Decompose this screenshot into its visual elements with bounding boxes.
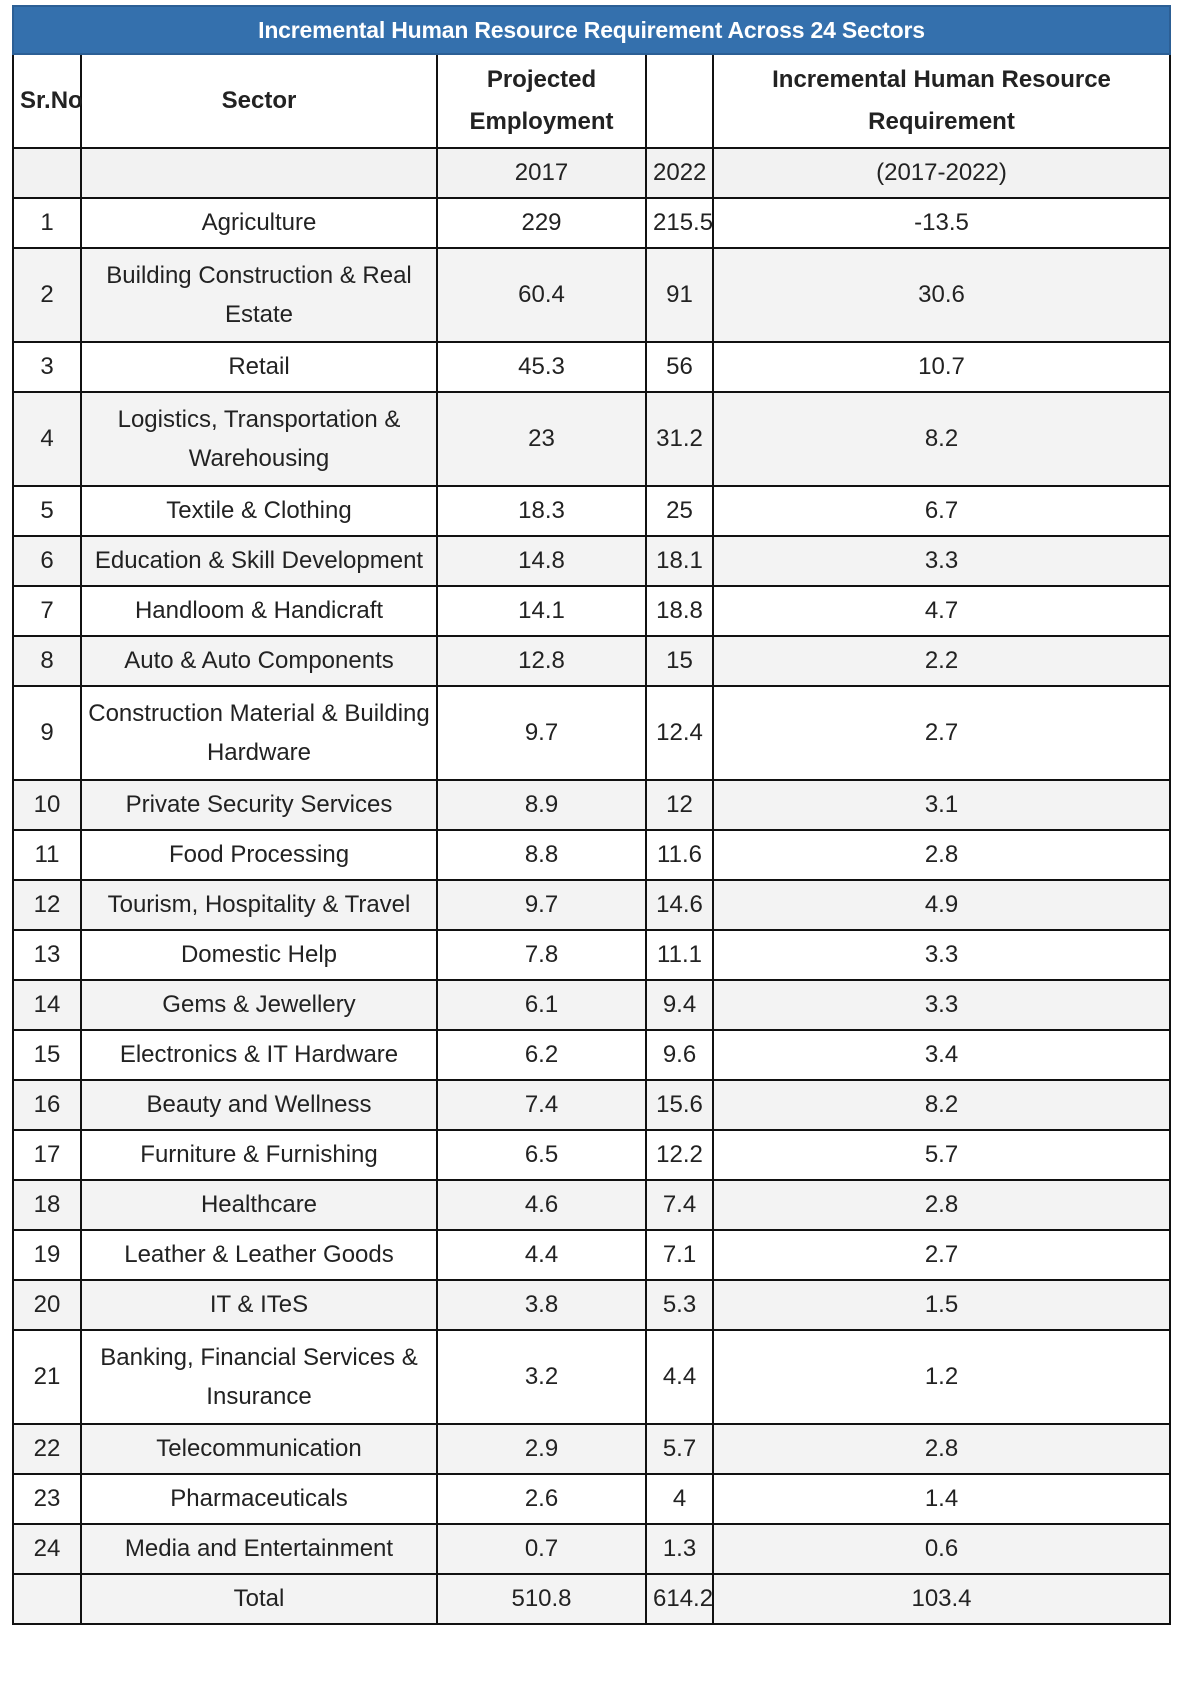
- table-row: [13, 830, 1170, 880]
- cell-sr-no: 23: [13, 1474, 81, 1524]
- cell-sector: Tourism, Hospitality & Travel: [81, 880, 437, 930]
- table-row: [13, 198, 1170, 248]
- cell-sector: Healthcare: [81, 1180, 437, 1230]
- header-incremental-requirement: Incremental Human Resource Requirement: [713, 54, 1170, 148]
- sector-table-container: [12, 5, 1169, 1625]
- table-row: [13, 930, 1170, 980]
- cell-2022: 7.4: [646, 1180, 713, 1230]
- cell-sr-no: 11: [13, 830, 81, 880]
- cell-incremental: 3.4: [713, 1030, 1170, 1080]
- cell-sr-no: 2: [13, 248, 81, 342]
- cell-2022: 11.6: [646, 830, 713, 880]
- cell-sector: Furniture & Furnishing: [81, 1130, 437, 1180]
- cell-incremental: 2.8: [713, 1180, 1170, 1230]
- cell-incremental: 1.5: [713, 1280, 1170, 1330]
- cell-sector: Domestic Help: [81, 930, 437, 980]
- cell-sector: Construction Material & Building Hardware: [81, 686, 437, 780]
- cell-sector: Pharmaceuticals: [81, 1474, 437, 1524]
- cell-2022: 5.3: [646, 1280, 713, 1330]
- cell-2017: 0.7: [437, 1524, 646, 1574]
- cell-2017: 7.8: [437, 930, 646, 980]
- table-row: [13, 636, 1170, 686]
- cell-sector: Private Security Services: [81, 780, 437, 830]
- table-row: [13, 342, 1170, 392]
- cell-sector: Handloom & Handicraft: [81, 586, 437, 636]
- cell-sr-no: 3: [13, 342, 81, 392]
- cell-2022: 9.6: [646, 1030, 713, 1080]
- cell-2017: 8.8: [437, 830, 646, 880]
- table-body: [13, 198, 1170, 1574]
- cell-sr-no: 4: [13, 392, 81, 486]
- header-sr-no: Sr.No: [13, 54, 81, 148]
- table-total-row: [13, 1574, 1170, 1624]
- table-row: [13, 1474, 1170, 1524]
- cell-sr-no: 8: [13, 636, 81, 686]
- cell-2022: 9.4: [646, 980, 713, 1030]
- cell-sector: Building Construction & Real Estate: [81, 248, 437, 342]
- cell-sector: Leather & Leather Goods: [81, 1230, 437, 1280]
- cell-incremental: 1.2: [713, 1330, 1170, 1424]
- table-title: Incremental Human Resource Requirement Across 24 Sectors: [13, 6, 1170, 54]
- total-label: Total: [81, 1574, 437, 1624]
- cell-2022: 4: [646, 1474, 713, 1524]
- total-incremental: 103.4: [713, 1574, 1170, 1624]
- cell-sr-no: 16: [13, 1080, 81, 1130]
- cell-2022: 4.4: [646, 1330, 713, 1424]
- cell-sr-no: 10: [13, 780, 81, 830]
- cell-incremental: 4.9: [713, 880, 1170, 930]
- cell-incremental: 30.6: [713, 248, 1170, 342]
- cell-sr-no: 7: [13, 586, 81, 636]
- cell-2017: 14.1: [437, 586, 646, 636]
- cell-incremental: 8.2: [713, 1080, 1170, 1130]
- cell-incremental: 2.8: [713, 830, 1170, 880]
- cell-incremental: 2.7: [713, 1230, 1170, 1280]
- cell-2022: 12.4: [646, 686, 713, 780]
- cell-incremental: 3.1: [713, 780, 1170, 830]
- cell-2022: 25: [646, 486, 713, 536]
- cell-sector: Logistics, Transportation & Warehousing: [81, 392, 437, 486]
- table-title-row: [13, 6, 1170, 54]
- cell-sector: Retail: [81, 342, 437, 392]
- cell-incremental: 5.7: [713, 1130, 1170, 1180]
- cell-incremental: 10.7: [713, 342, 1170, 392]
- cell-2017: 4.4: [437, 1230, 646, 1280]
- cell-incremental: 4.7: [713, 586, 1170, 636]
- table-row: [13, 1030, 1170, 1080]
- cell-sector: Education & Skill Development: [81, 536, 437, 586]
- cell-incremental: 2.2: [713, 636, 1170, 686]
- cell-2022: 12: [646, 780, 713, 830]
- cell-incremental: 6.7: [713, 486, 1170, 536]
- table-row: [13, 1424, 1170, 1474]
- cell-2022: 11.1: [646, 930, 713, 980]
- cell-2022: 31.2: [646, 392, 713, 486]
- cell-sr-no: 18: [13, 1180, 81, 1230]
- table-row: [13, 1330, 1170, 1424]
- cell-2022: 14.6: [646, 880, 713, 930]
- cell-sector: IT & ITeS: [81, 1280, 437, 1330]
- table-header-row: [13, 54, 1170, 148]
- cell-sector: Banking, Financial Services & Insurance: [81, 1330, 437, 1424]
- cell-2017: 4.6: [437, 1180, 646, 1230]
- cell-2022: 15.6: [646, 1080, 713, 1130]
- cell-2017: 3.2: [437, 1330, 646, 1424]
- table-row: [13, 536, 1170, 586]
- table-row: [13, 880, 1170, 930]
- cell-2017: 2.9: [437, 1424, 646, 1474]
- cell-sr-no: 22: [13, 1424, 81, 1474]
- cell-2017: 6.5: [437, 1130, 646, 1180]
- total-sr: [13, 1574, 81, 1624]
- table-row: [13, 586, 1170, 636]
- cell-sr-no: 14: [13, 980, 81, 1030]
- cell-sr-no: 19: [13, 1230, 81, 1280]
- cell-sr-no: 9: [13, 686, 81, 780]
- table-row: [13, 1080, 1170, 1130]
- cell-sector: Beauty and Wellness: [81, 1080, 437, 1130]
- cell-2017: 12.8: [437, 636, 646, 686]
- cell-2022: 1.3: [646, 1524, 713, 1574]
- cell-sector: Media and Entertainment: [81, 1524, 437, 1574]
- cell-2017: 2.6: [437, 1474, 646, 1524]
- cell-sector: Electronics & IT Hardware: [81, 1030, 437, 1080]
- total-2022: 614.2: [646, 1574, 713, 1624]
- cell-2022: 15: [646, 636, 713, 686]
- cell-2022: 56: [646, 342, 713, 392]
- subheader-year-2017: 2017: [437, 148, 646, 198]
- table-row: [13, 486, 1170, 536]
- table-row: [13, 1130, 1170, 1180]
- cell-2017: 229: [437, 198, 646, 248]
- table-subheader-row: [13, 148, 1170, 198]
- table-row: [13, 392, 1170, 486]
- cell-incremental: 2.7: [713, 686, 1170, 780]
- cell-2017: 6.1: [437, 980, 646, 1030]
- cell-2017: 3.8: [437, 1280, 646, 1330]
- subheader-period: (2017-2022): [713, 148, 1170, 198]
- cell-2017: 23: [437, 392, 646, 486]
- cell-2017: 9.7: [437, 880, 646, 930]
- subheader-sector-blank: [81, 148, 437, 198]
- cell-2022: 18.8: [646, 586, 713, 636]
- table-row: [13, 1230, 1170, 1280]
- cell-sector: Telecommunication: [81, 1424, 437, 1474]
- cell-sr-no: 20: [13, 1280, 81, 1330]
- cell-2022: 7.1: [646, 1230, 713, 1280]
- cell-sector: Auto & Auto Components: [81, 636, 437, 686]
- cell-sr-no: 21: [13, 1330, 81, 1424]
- cell-sr-no: 6: [13, 536, 81, 586]
- table-row: [13, 1180, 1170, 1230]
- cell-incremental: 3.3: [713, 980, 1170, 1030]
- table-row: [13, 780, 1170, 830]
- total-2017: 510.8: [437, 1574, 646, 1624]
- cell-2017: 60.4: [437, 248, 646, 342]
- cell-sr-no: 5: [13, 486, 81, 536]
- cell-2022: 215.5: [646, 198, 713, 248]
- cell-2022: 18.1: [646, 536, 713, 586]
- cell-incremental: 3.3: [713, 930, 1170, 980]
- cell-sector: Food Processing: [81, 830, 437, 880]
- cell-sector: Agriculture: [81, 198, 437, 248]
- cell-incremental: 8.2: [713, 392, 1170, 486]
- cell-2022: 12.2: [646, 1130, 713, 1180]
- table-row: [13, 1524, 1170, 1574]
- cell-incremental: 1.4: [713, 1474, 1170, 1524]
- cell-2022: 91: [646, 248, 713, 342]
- cell-2017: 45.3: [437, 342, 646, 392]
- subheader-year-2022: 2022: [646, 148, 713, 198]
- cell-2017: 9.7: [437, 686, 646, 780]
- table-row: [13, 248, 1170, 342]
- cell-2022: 5.7: [646, 1424, 713, 1474]
- cell-sector: Textile & Clothing: [81, 486, 437, 536]
- cell-2017: 8.9: [437, 780, 646, 830]
- cell-sr-no: 12: [13, 880, 81, 930]
- table-row: [13, 980, 1170, 1030]
- cell-sr-no: 13: [13, 930, 81, 980]
- cell-incremental: -13.5: [713, 198, 1170, 248]
- sector-table: [12, 5, 1171, 1625]
- cell-2017: 6.2: [437, 1030, 646, 1080]
- subheader-sr-blank: [13, 148, 81, 198]
- cell-incremental: 2.8: [713, 1424, 1170, 1474]
- cell-sr-no: 15: [13, 1030, 81, 1080]
- header-sector: Sector: [81, 54, 437, 148]
- cell-sector: Gems & Jewellery: [81, 980, 437, 1030]
- cell-sr-no: 1: [13, 198, 81, 248]
- cell-sr-no: 17: [13, 1130, 81, 1180]
- table-row: [13, 1280, 1170, 1330]
- cell-2017: 14.8: [437, 536, 646, 586]
- table-row: [13, 686, 1170, 780]
- cell-sr-no: 24: [13, 1524, 81, 1574]
- cell-2017: 7.4: [437, 1080, 646, 1130]
- header-2022-blank: [646, 54, 713, 148]
- cell-2017: 18.3: [437, 486, 646, 536]
- cell-incremental: 3.3: [713, 536, 1170, 586]
- cell-incremental: 0.6: [713, 1524, 1170, 1574]
- header-projected-employment: Projected Employment: [437, 54, 646, 148]
